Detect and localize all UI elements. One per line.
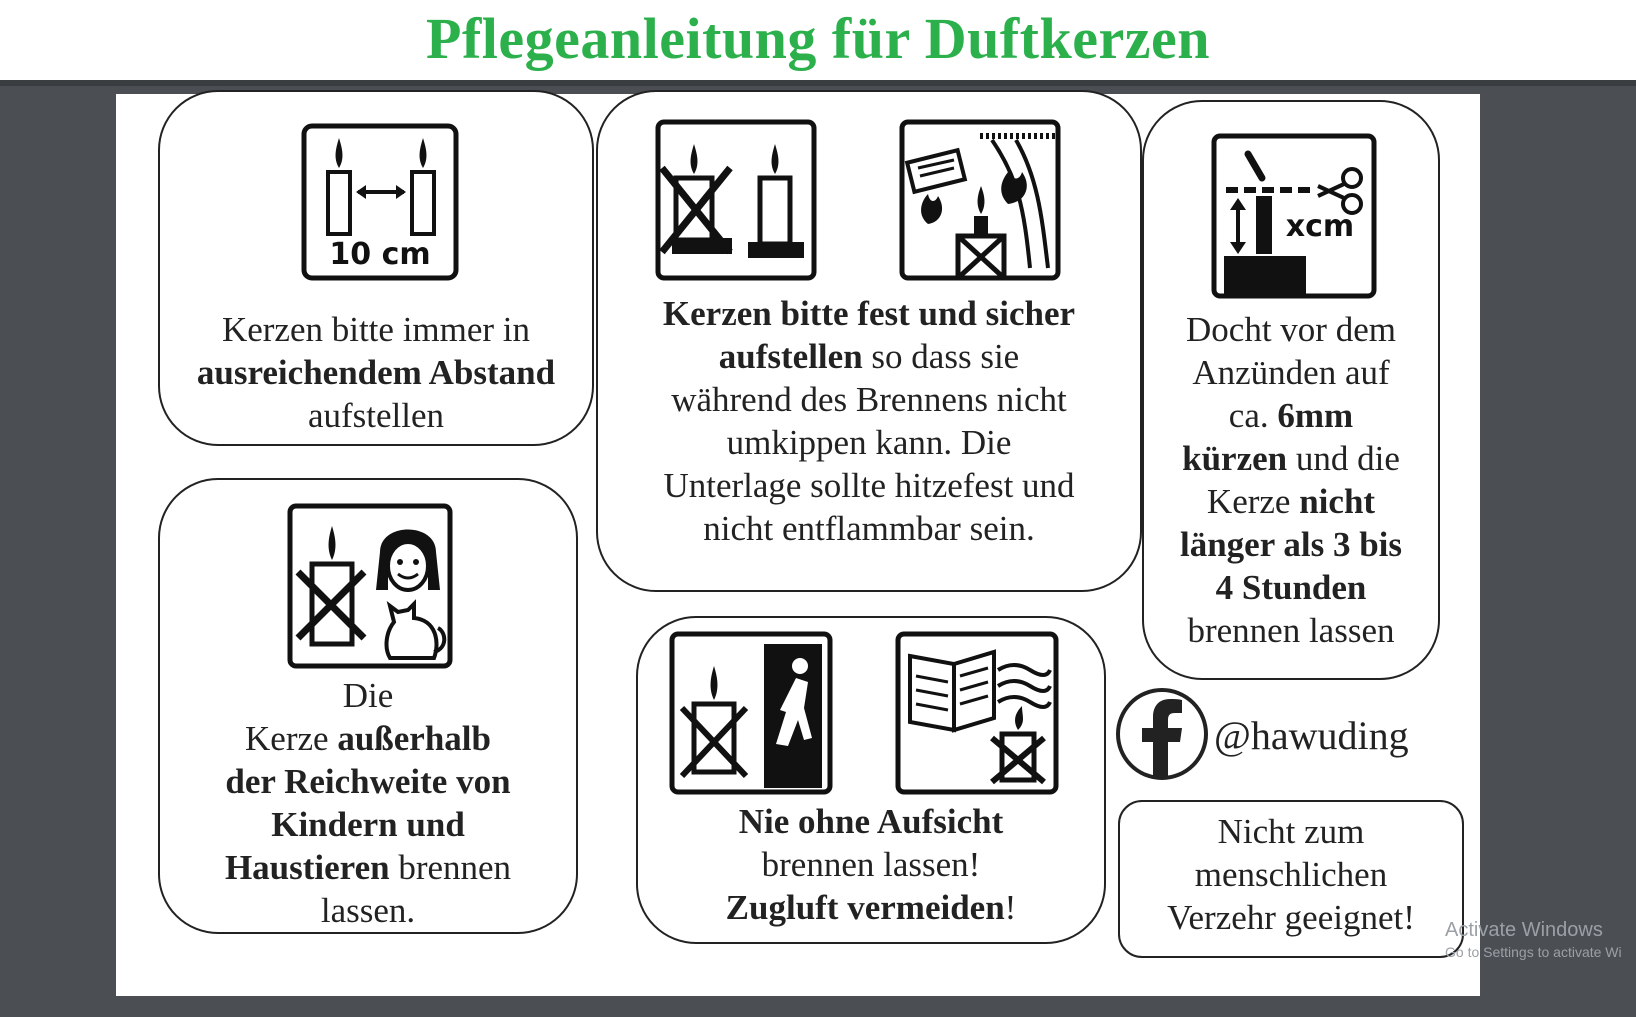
text-bold: Kerzen bitte fest und sicher (662, 294, 1076, 333)
windows-activation-watermark (1445, 918, 1622, 962)
card-stable-text (598, 292, 1140, 550)
unattended-candle-icon (668, 630, 834, 796)
facebook-icon[interactable] (1114, 686, 1210, 782)
text-line: Kerzen bitte immer in (221, 310, 531, 349)
text-line: brennen lassen (1187, 611, 1395, 650)
draft-icon (894, 630, 1060, 796)
card-stable (596, 90, 1142, 592)
text-line: ca. (1228, 396, 1278, 435)
text-line: Die (342, 676, 394, 715)
social-handle[interactable]: @hawuding (1214, 713, 1409, 758)
card-distance (158, 90, 594, 446)
text-bold: kürzen (1182, 439, 1288, 478)
text-line: und die (1287, 439, 1400, 478)
text-line: Docht vor dem (1186, 310, 1396, 349)
text-line: so dass sie (862, 337, 1020, 376)
text-bold: aufstellen (718, 337, 863, 376)
text-bold: Haustieren (224, 848, 390, 887)
text-line: Verzehr geeignet! (1167, 898, 1415, 937)
card-supervision (636, 616, 1106, 944)
distance-label: 10 cm (329, 237, 431, 272)
text-bold: Nie ohne Aufsicht (738, 802, 1004, 841)
text-bold: nicht (1299, 482, 1376, 521)
instruction-sheet (116, 94, 1480, 996)
text-bold: außerhalb (337, 719, 491, 758)
text-bold: länger als 3 bis (1179, 525, 1403, 564)
text-bold: der Reichweite von (225, 762, 511, 801)
wick-trim-icon (1210, 132, 1378, 300)
fire-hazard-icon (898, 118, 1062, 282)
watermark-title: Activate Windows (1445, 919, 1603, 941)
card-children-text (160, 674, 576, 932)
text-line: Unterlage sollte hitzefest und (663, 466, 1075, 505)
text-line: ! (1004, 888, 1017, 927)
text-line: lassen. (320, 891, 416, 930)
text-bold: 6mm (1277, 396, 1354, 435)
card-wick (1142, 100, 1440, 680)
candle-distance-icon (300, 122, 460, 282)
text-line: Kerze (245, 719, 338, 758)
card-distance-text (160, 308, 592, 437)
card-children (158, 478, 578, 934)
title-bar (0, 0, 1636, 86)
text-line: aufstellen (307, 396, 445, 435)
card-not-edible-text (1120, 810, 1462, 939)
text-line: umkippen kann. Die (726, 423, 1012, 462)
tipped-candle-icon (654, 118, 818, 282)
text-line: brennen lassen! (761, 845, 981, 884)
text-bold: 4 Stunden (1215, 568, 1367, 607)
child-pet-icon (286, 502, 454, 670)
text-line: brennen (389, 848, 512, 887)
page-title: Pflegeanleitung für Duftkerzen (426, 6, 1210, 71)
card-supervision-text (638, 800, 1104, 929)
card-not-edible (1118, 800, 1464, 958)
text-bold: Kindern und (271, 805, 465, 844)
text-line: menschlichen (1194, 855, 1388, 894)
text-line: Nicht zum (1217, 812, 1365, 851)
card-wick-text (1144, 308, 1438, 652)
wick-length-label: xcm (1285, 209, 1355, 244)
text-bold: Zugluft vermeiden (725, 888, 1005, 927)
text-line: Kerze (1206, 482, 1300, 521)
text-line: Anzünden auf (1192, 353, 1390, 392)
text-bold: ausreichendem Abstand (196, 353, 556, 392)
text-line: nicht entflammbar sein. (703, 509, 1035, 548)
watermark-subtitle: Go to Settings to activate Wi (1445, 944, 1622, 960)
text-line: während des Brennens nicht (671, 380, 1067, 419)
